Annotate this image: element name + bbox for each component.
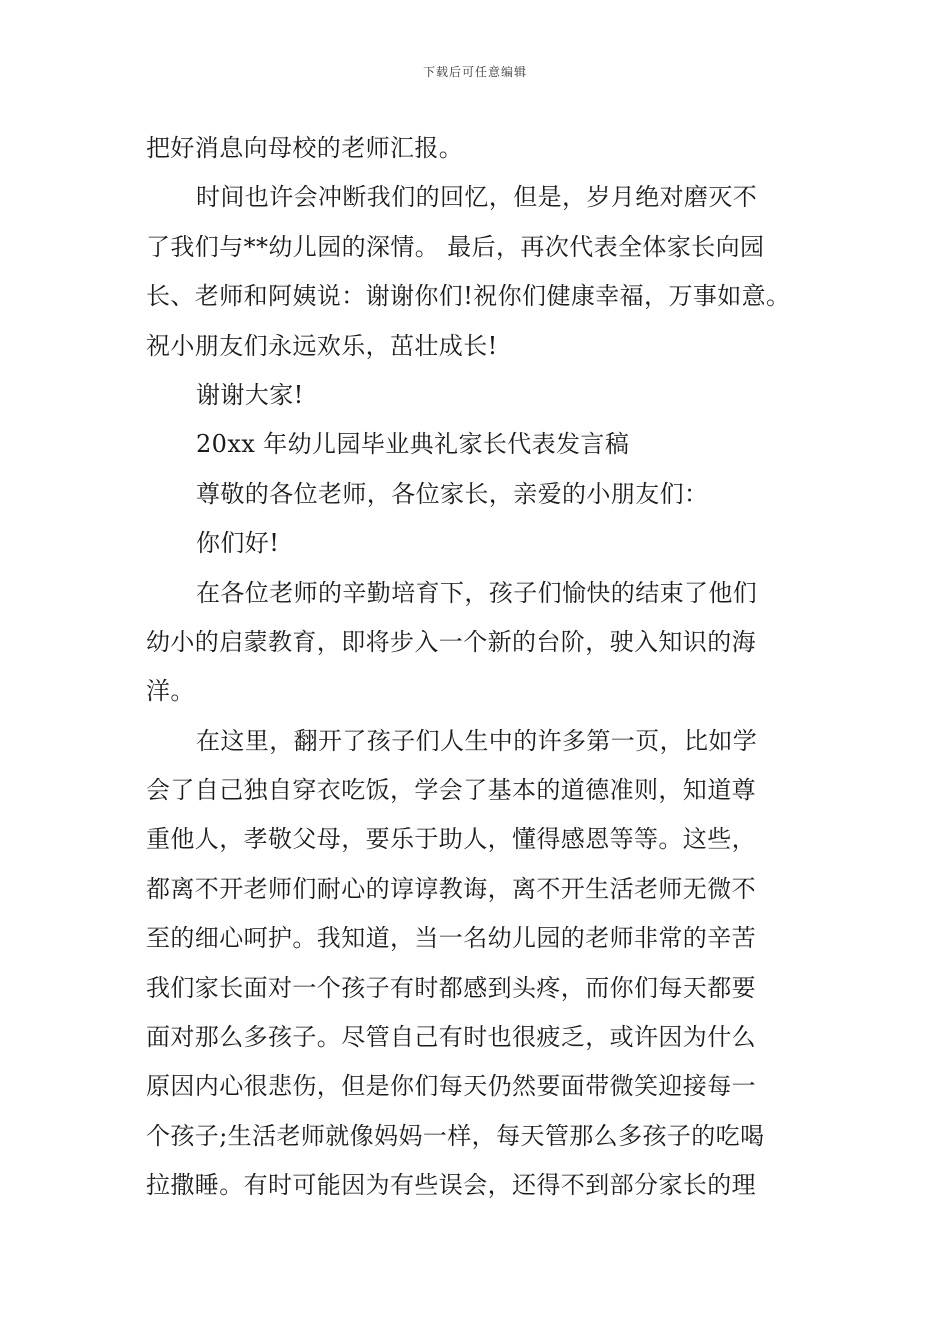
text-line: 谢谢大家! bbox=[196, 380, 304, 409]
text-line: 面对那么多孩子。尽管自己有时也很疲乏，或许因为什么 bbox=[146, 1023, 756, 1052]
text-line: 个孩子;生活老师就像妈妈一样，每天管那么多孩子的吃喝 bbox=[146, 1121, 765, 1150]
text-line: 洋。 bbox=[146, 677, 195, 706]
page-header: 下载后可任意编辑 bbox=[422, 65, 527, 79]
text-line: 祝小朋友们永远欢乐，茁壮成长! bbox=[146, 331, 498, 360]
section-title: 20xx 年幼儿园毕业典礼家长代表发言稿 bbox=[196, 430, 630, 459]
text-line: 会了自己独自穿衣吃饭，学会了基本的道德准则，知道尊 bbox=[146, 776, 756, 805]
text-line: 重他人，孝敬父母，要乐于助人，懂得感恩等等。这些， bbox=[146, 825, 756, 854]
text-line: 尊敬的各位老师，各位家长，亲爱的小朋友们： bbox=[196, 479, 709, 508]
document-body bbox=[146, 124, 826, 1211]
text-line: 你们好! bbox=[196, 529, 280, 558]
text-line: 都离不开老师们耐心的谆谆教诲，离不开生活老师无微不 bbox=[146, 874, 756, 903]
text-line: 在各位老师的辛勤培育下，孩子们愉快的结束了他们 bbox=[196, 578, 758, 607]
text-line: 原因内心很悲伤，但是你们每天仍然要面带微笑迎接每一 bbox=[146, 1072, 756, 1101]
text-line: 长、老师和阿姨说：谢谢你们!祝你们健康幸福，万事如意。 bbox=[146, 282, 791, 311]
text-line: 把好消息向母校的老师汇报。 bbox=[146, 134, 464, 162]
text-line: 时间也许会冲断我们的回忆，但是，岁月绝对磨灭不 bbox=[196, 183, 758, 212]
text-line: 在这里，翻开了孩子们人生中的许多第一页，比如学 bbox=[196, 726, 758, 755]
text-line: 至的细心呵护。我知道，当一名幼儿园的老师非常的辛苦 bbox=[146, 924, 756, 953]
text-line: 拉撒睡。有时可能因为有些误会，还得不到部分家长的理 bbox=[146, 1171, 756, 1200]
text-line: 幼小的启蒙教育，即将步入一个新的台阶，驶入知识的海 bbox=[146, 627, 756, 656]
text-line: 了我们与**幼儿园的深情。 最后，再次代表全体家长向园 bbox=[146, 232, 765, 261]
text-line: 我们家长面对一个孩子有时都感到头疼，而你们每天都要 bbox=[146, 973, 756, 1002]
